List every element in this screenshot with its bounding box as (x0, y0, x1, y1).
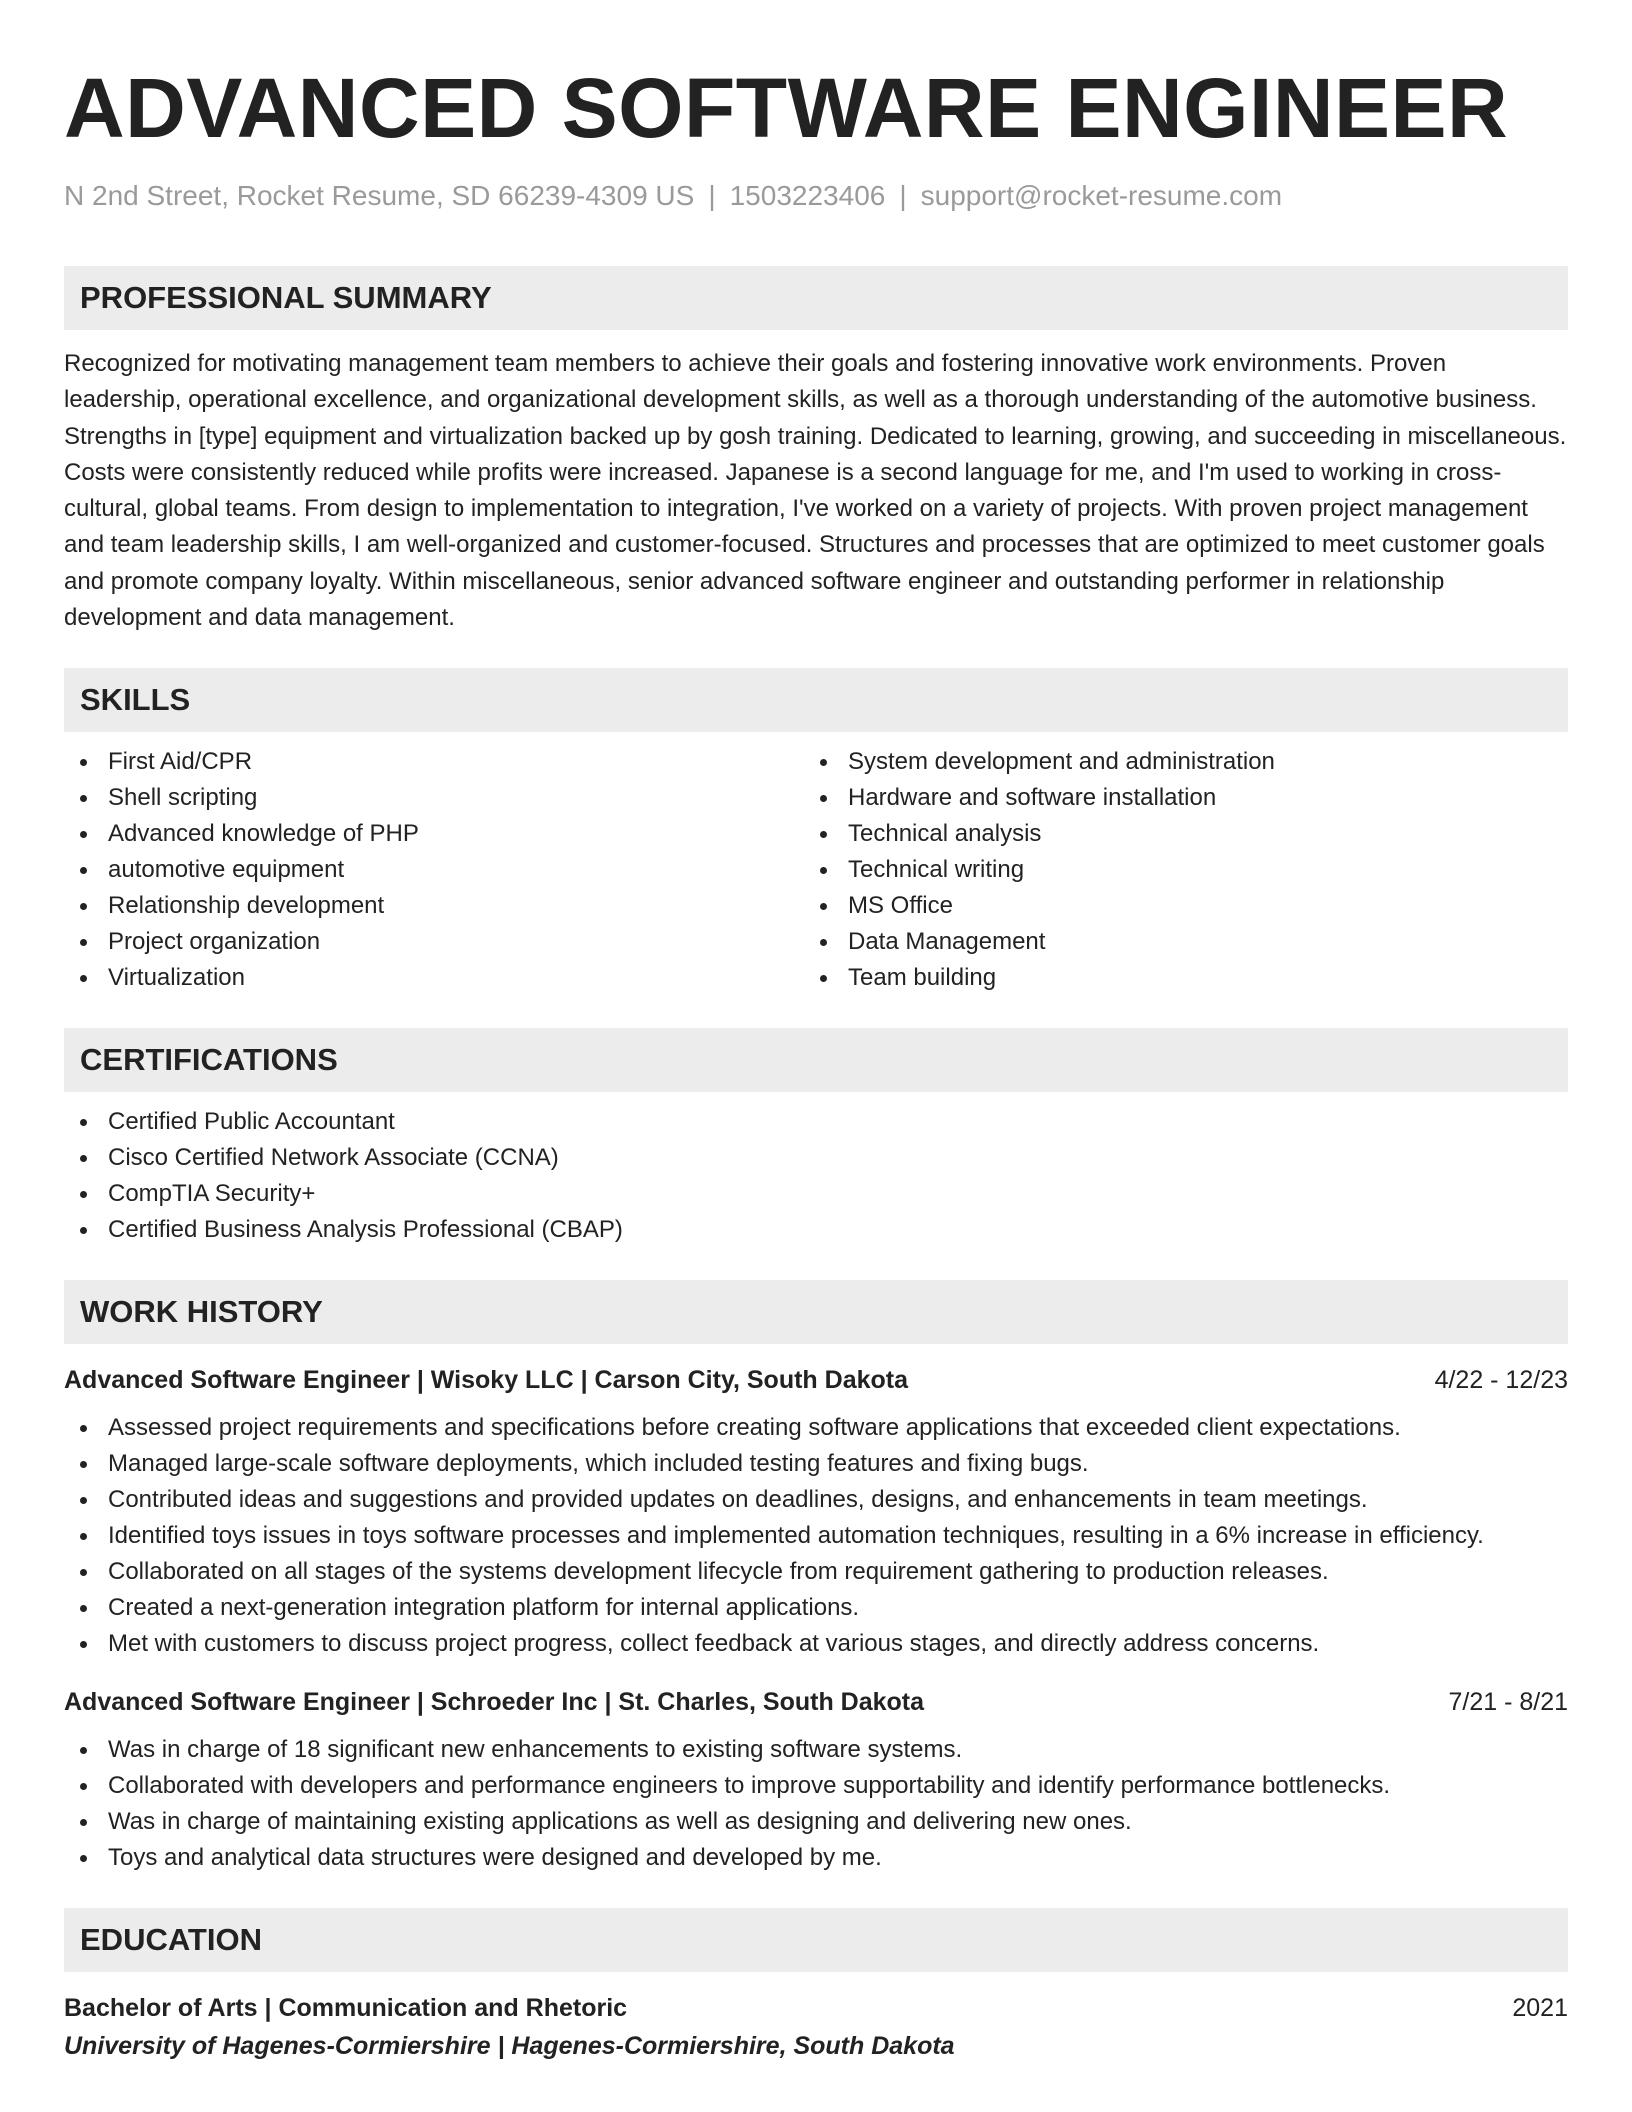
contact-separator: | (899, 180, 907, 211)
certification-item: Cisco Certified Network Associate (CCNA) (64, 1140, 1568, 1176)
section-header-summary: PROFESSIONAL SUMMARY (64, 266, 1568, 330)
education-header (64, 1990, 1568, 2026)
certification-item: Certified Business Analysis Professional (CBAP) (64, 1212, 1568, 1248)
contact-email: support@rocket-resume.com (920, 180, 1283, 211)
certification-item: CompTIA Security+ (64, 1176, 1568, 1212)
skill-item: Project organization (64, 924, 804, 960)
job-bullet: Contributed ideas and suggestions and provided updates on deadlines, designs, and enhancements in team meetings. (64, 1482, 1568, 1518)
skill-item: Data Management (804, 924, 1544, 960)
skill-item: Relationship development (64, 888, 804, 924)
job-bullets (64, 1732, 1568, 1876)
job-bullet: Identified toys issues in toys software processes and implemented automation techniques, resulting in a 6% increase in efficiency. (64, 1518, 1568, 1554)
skills-list-left (64, 744, 804, 996)
skills-list-right (804, 744, 1544, 996)
certifications-list (64, 1104, 1568, 1248)
job-dates: 7/21 - 8/21 (1448, 1688, 1568, 1717)
skill-item: System development and administration (804, 744, 1544, 780)
job-title: Advanced Software Engineer | Wisoky LLC | Carson City, South Dakota (64, 1366, 909, 1395)
section-header-work-history: WORK HISTORY (64, 1280, 1568, 1344)
job-dates: 4/22 - 12/23 (1434, 1366, 1568, 1395)
job-bullet: Collaborated with developers and performance engineers to improve supportability and identify performance bottlenecks. (64, 1768, 1568, 1804)
job-header (64, 1362, 1568, 1398)
contact-address: N 2nd Street, Rocket Resume, SD 66239-4309 US (64, 180, 695, 211)
skills-grid (64, 732, 1568, 996)
certification-item: Certified Public Accountant (64, 1104, 1568, 1140)
job-bullet: Met with customers to discuss project progress, collect feedback at various stages, and directly address concerns. (64, 1626, 1568, 1662)
skill-item: Team building (804, 960, 1544, 996)
job-bullet: Toys and analytical data structures were designed and developed by me. (64, 1840, 1568, 1876)
skill-item: Shell scripting (64, 780, 804, 816)
skill-item: Hardware and software installation (804, 780, 1544, 816)
job-bullet: Managed large-scale software deployments, which included testing features and fixing bugs. (64, 1446, 1568, 1482)
resume-name: ADVANCED SOFTWARE ENGINEER (64, 61, 1509, 155)
job-header (64, 1684, 1568, 1720)
job-bullet: Assessed project requirements and specifications before creating software applications that exceeded client expectations. (64, 1410, 1568, 1446)
contact-separator: | (708, 180, 716, 211)
job-title: Advanced Software Engineer | Schroeder Inc | St. Charles, South Dakota (64, 1688, 925, 1717)
section-header-certifications: CERTIFICATIONS (64, 1028, 1568, 1092)
skill-item: Virtualization (64, 960, 804, 996)
job-bullet: Was in charge of 18 significant new enhancements to existing software systems. (64, 1732, 1568, 1768)
job-bullet: Was in charge of maintaining existing applications as well as designing and delivering new ones. (64, 1804, 1568, 1840)
skill-item: automotive equipment (64, 852, 804, 888)
education-year: 2021 (1512, 1994, 1568, 2023)
section-header-skills: SKILLS (64, 668, 1568, 732)
skill-item: Technical analysis (804, 816, 1544, 852)
contact-line (64, 178, 1568, 214)
education-school: University of Hagenes-Cormiershire | Hagenes-Cormiershire, South Dakota (64, 2032, 955, 2061)
section-header-education: EDUCATION (64, 1908, 1568, 1972)
skill-item: Advanced knowledge of PHP (64, 816, 804, 852)
education-degree: Bachelor of Arts | Communication and Rhetoric (64, 1994, 628, 2023)
job-bullets (64, 1410, 1568, 1662)
skill-item: Technical writing (804, 852, 1544, 888)
skill-item: First Aid/CPR (64, 744, 804, 780)
job-bullet: Collaborated on all stages of the systems development lifecycle from requirement gathering to production releases. (64, 1554, 1568, 1590)
contact-phone: 1503223406 (729, 180, 886, 211)
job-bullet: Created a next-generation integration platform for internal applications. (64, 1590, 1568, 1626)
skill-item: MS Office (804, 888, 1544, 924)
summary-text: Recognized for motivating management team members to achieve their goals and fostering innovative work environments. Proven leadership, operational excellence, and organizational development skills, as well as a thorough understanding of the automotive business. Strengths in [type] equipment and virtualization backed up by gosh training. Dedicated to learning, growing, and succeeding in miscellaneous. Costs were consistently reduced while profits were increased. Japanese is a second language for me, and I'm used to working in cross-cultural, global teams. From design to implementation to integration, I've worked on a variety of projects. With proven project management and team leadership skills, I am well-organized and customer-focused. Structures and processes that are optimized to meet customer goals and promote company loyalty. Within miscellaneous, senior advanced software engineer and outstanding performer in relationship development and data management. (64, 350, 1567, 632)
